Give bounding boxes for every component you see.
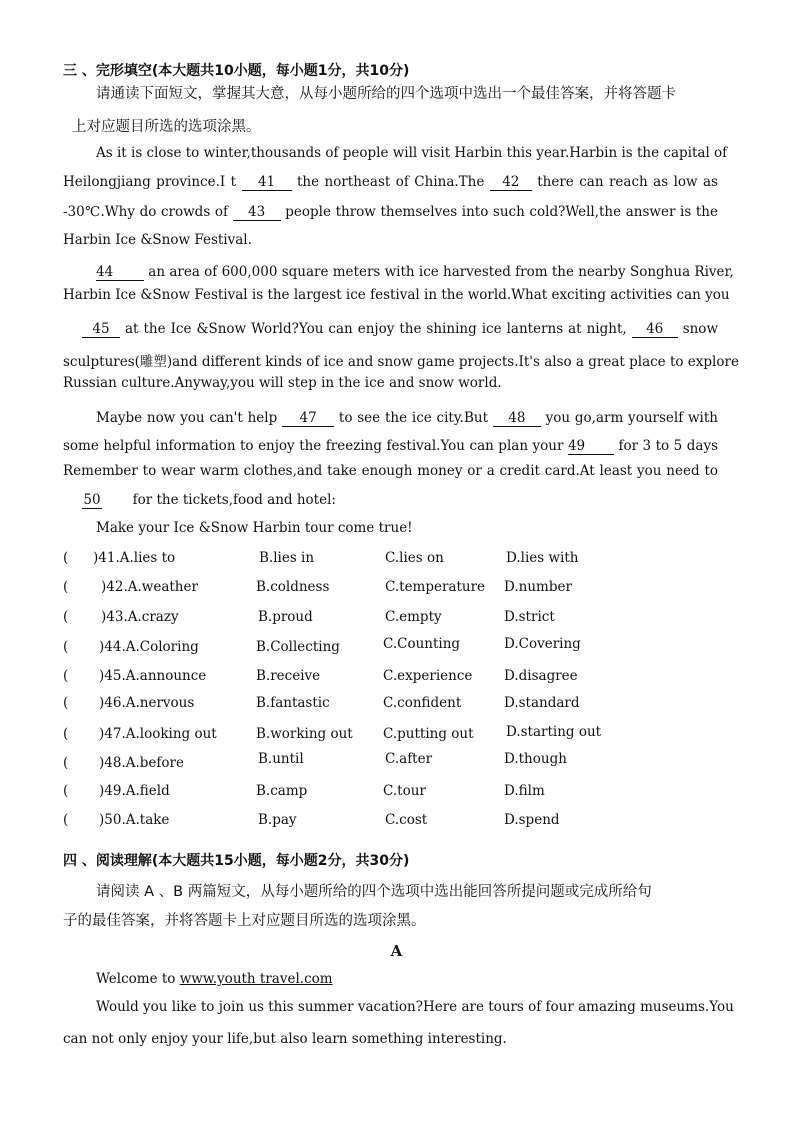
passage-p2-line-4: sculptures(雕塑)and different kinds of ice and snow game projects.It's also a great place to explore bbox=[63, 354, 739, 370]
question-option-c[interactable]: C.lies on bbox=[385, 550, 444, 566]
welcome-line bbox=[96, 971, 333, 987]
text-segment: people throw themselves into such cold?Well,the answer is the bbox=[285, 204, 718, 220]
question-option-a[interactable]: )41.A.lies to bbox=[93, 550, 176, 566]
passage-p3-line-5: Make your Ice &Snow Harbin tour come true! bbox=[96, 520, 413, 536]
question-option-d[interactable]: D.film bbox=[504, 783, 545, 799]
answer-paren[interactable]: ( bbox=[63, 812, 69, 828]
question-option-c[interactable]: C.confident bbox=[383, 695, 462, 711]
answer-paren[interactable]: ( bbox=[63, 579, 69, 595]
blank-47: 47 bbox=[282, 411, 334, 427]
question-option-a[interactable]: )47.A.looking out bbox=[99, 726, 217, 742]
answer-paren[interactable]: ( bbox=[63, 639, 69, 655]
question-option-d[interactable]: D.number bbox=[504, 579, 572, 595]
section-3-instruction-line-1: 请通读下面短文，掌握其大意，从每小题所给的四个选项中选出一个最佳答案，并将答题卡 bbox=[96, 86, 676, 102]
text-segment: an area of 600,000 square meters with ice harvested from the nearby Songhua River, bbox=[148, 264, 734, 280]
blank-43: 43 bbox=[233, 205, 281, 221]
passage-p2-line-2: Harbin Ice &Snow Festival is the largest ice festival in the world.What exciting activities can you bbox=[63, 287, 730, 303]
question-option-c[interactable]: C.tour bbox=[383, 783, 426, 799]
question-option-b[interactable]: B.Collecting bbox=[256, 639, 340, 655]
section-4-instruction-line-2: 子的最佳答案，并将答题卡上对应题目所选的选项涂黑。 bbox=[63, 913, 426, 929]
question-option-a[interactable]: )49.A.field bbox=[99, 783, 170, 799]
question-option-c[interactable]: C.empty bbox=[385, 609, 442, 625]
question-option-a[interactable]: )50.A.take bbox=[99, 812, 170, 828]
question-option-c[interactable]: C.Counting bbox=[383, 636, 461, 652]
passage-p2-line-1 bbox=[96, 264, 734, 281]
text-segment: for the tickets,food and hotel: bbox=[132, 492, 336, 508]
text-segment: some helpful information to enjoy the freezing festival.You can plan your bbox=[63, 438, 564, 454]
section-3-heading: 三 、完形填空(本大题共10小题，每小题1分，共10分) bbox=[63, 63, 410, 79]
welcome-text: Welcome to bbox=[96, 971, 176, 987]
answer-paren[interactable]: ( bbox=[63, 783, 69, 799]
passage-p1-line-1: As it is close to winter,thousands of people will visit Harbin this year.Harbin is the capital of bbox=[96, 145, 728, 161]
section-4-instruction-line-1: 请阅读 A 、B 两篇短文，从每小题所给的四个选项中选出能回答所提问题或完成所给句 bbox=[96, 884, 652, 900]
question-option-b[interactable]: B.lies in bbox=[259, 550, 315, 566]
question-option-d[interactable]: D.disagree bbox=[504, 668, 578, 684]
blank-44: 44 bbox=[96, 265, 144, 281]
passage-p3-line-1 bbox=[96, 410, 718, 427]
passage-p3-line-3: Remember to wear warm clothes,and take enough money or a credit card.At least you need to bbox=[63, 463, 718, 479]
question-option-b[interactable]: B.pay bbox=[258, 812, 297, 828]
section-4-heading: 四 、阅读理解(本大题共15小题，每小题2分，共30分) bbox=[63, 853, 410, 869]
question-option-d[interactable]: D.starting out bbox=[506, 724, 602, 740]
passage-p3-line-2 bbox=[63, 438, 718, 455]
blank-42: 42 bbox=[490, 175, 532, 191]
section-3-instruction-line-2: 上对应题目所选的选项涂黑。 bbox=[72, 119, 261, 135]
text-segment: there can reach as low as bbox=[537, 174, 718, 190]
question-option-c[interactable]: C.cost bbox=[385, 812, 428, 828]
question-option-b[interactable]: B.coldness bbox=[256, 579, 330, 595]
question-option-c[interactable]: C.temperature bbox=[385, 579, 486, 595]
answer-paren[interactable]: ( bbox=[63, 668, 69, 684]
text-segment: the northeast of China.The bbox=[296, 174, 485, 190]
question-option-d[interactable]: D.Covering bbox=[504, 636, 581, 652]
text-segment: Heilongjiang province.I t bbox=[63, 174, 237, 190]
blank-49: 49 bbox=[568, 439, 614, 455]
text-segment: -30℃.Why do crowds of bbox=[63, 204, 228, 220]
question-option-c[interactable]: C.experience bbox=[383, 668, 473, 684]
blank-48: 48 bbox=[493, 411, 541, 427]
question-option-a[interactable]: )46.A.nervous bbox=[99, 695, 195, 711]
text-segment: snow bbox=[682, 321, 718, 337]
question-option-c[interactable]: C.putting out bbox=[383, 726, 474, 742]
question-option-a[interactable]: )42.A.weather bbox=[101, 579, 198, 595]
question-option-b[interactable]: B.working out bbox=[256, 726, 353, 742]
text-segment: to see the ice city.But bbox=[338, 410, 489, 426]
question-option-b[interactable]: B.proud bbox=[258, 609, 313, 625]
question-option-b[interactable]: B.camp bbox=[256, 783, 308, 799]
question-option-c[interactable]: C.after bbox=[385, 751, 433, 767]
question-option-b[interactable]: B.until bbox=[258, 751, 304, 767]
answer-paren[interactable]: ( bbox=[63, 695, 69, 711]
question-option-a[interactable]: )45.A.announce bbox=[99, 668, 207, 684]
text-segment: Maybe now you can't help bbox=[96, 410, 278, 426]
question-option-b[interactable]: B.fantastic bbox=[256, 695, 330, 711]
question-option-a[interactable]: )43.A.crazy bbox=[101, 609, 179, 625]
text-segment: you go,arm yourself with bbox=[545, 410, 718, 426]
answer-paren[interactable]: ( bbox=[63, 550, 69, 566]
passage-a-title: A bbox=[390, 942, 403, 960]
blank-50: 50 bbox=[83, 492, 101, 508]
question-option-d[interactable]: D.standard bbox=[504, 695, 580, 711]
question-option-a[interactable]: )48.A.before bbox=[99, 755, 184, 771]
passage-p3-line-4 bbox=[82, 492, 336, 509]
question-option-d[interactable]: D.spend bbox=[504, 812, 560, 828]
passage-p1-line-2 bbox=[63, 174, 718, 191]
blank-41: 41 bbox=[242, 175, 292, 191]
question-option-a[interactable]: )44.A.Coloring bbox=[99, 639, 199, 655]
passage-a-intro-line-2: can not only enjoy your life,but also learn something interesting. bbox=[63, 1031, 507, 1047]
blank-46: 46 bbox=[632, 322, 678, 338]
question-option-d[interactable]: D.lies with bbox=[506, 550, 579, 566]
text-segment: at the Ice &Snow World?You can enjoy the shining ice lanterns at night, bbox=[125, 321, 627, 337]
passage-p1-line-3 bbox=[63, 204, 718, 221]
question-option-d[interactable]: D.though bbox=[504, 751, 567, 767]
text-segment: for 3 to 5 days bbox=[618, 438, 719, 454]
website-link[interactable]: www.youth travel.com bbox=[179, 971, 333, 987]
question-option-d[interactable]: D.strict bbox=[504, 609, 555, 625]
passage-p2-line-5: Russian culture.Anyway,you will step in the ice and snow world. bbox=[63, 375, 502, 391]
passage-p2-line-3 bbox=[82, 321, 718, 338]
answer-paren[interactable]: ( bbox=[63, 609, 69, 625]
blank-45: 45 bbox=[82, 322, 120, 338]
answer-paren[interactable]: ( bbox=[63, 755, 69, 771]
answer-paren[interactable]: ( bbox=[63, 726, 69, 742]
passage-p1-line-4: Harbin Ice &Snow Festival. bbox=[63, 232, 252, 248]
passage-a-intro-line-1: Would you like to join us this summer vacation?Here are tours of four amazing museums.You bbox=[96, 999, 734, 1015]
question-option-b[interactable]: B.receive bbox=[256, 668, 321, 684]
